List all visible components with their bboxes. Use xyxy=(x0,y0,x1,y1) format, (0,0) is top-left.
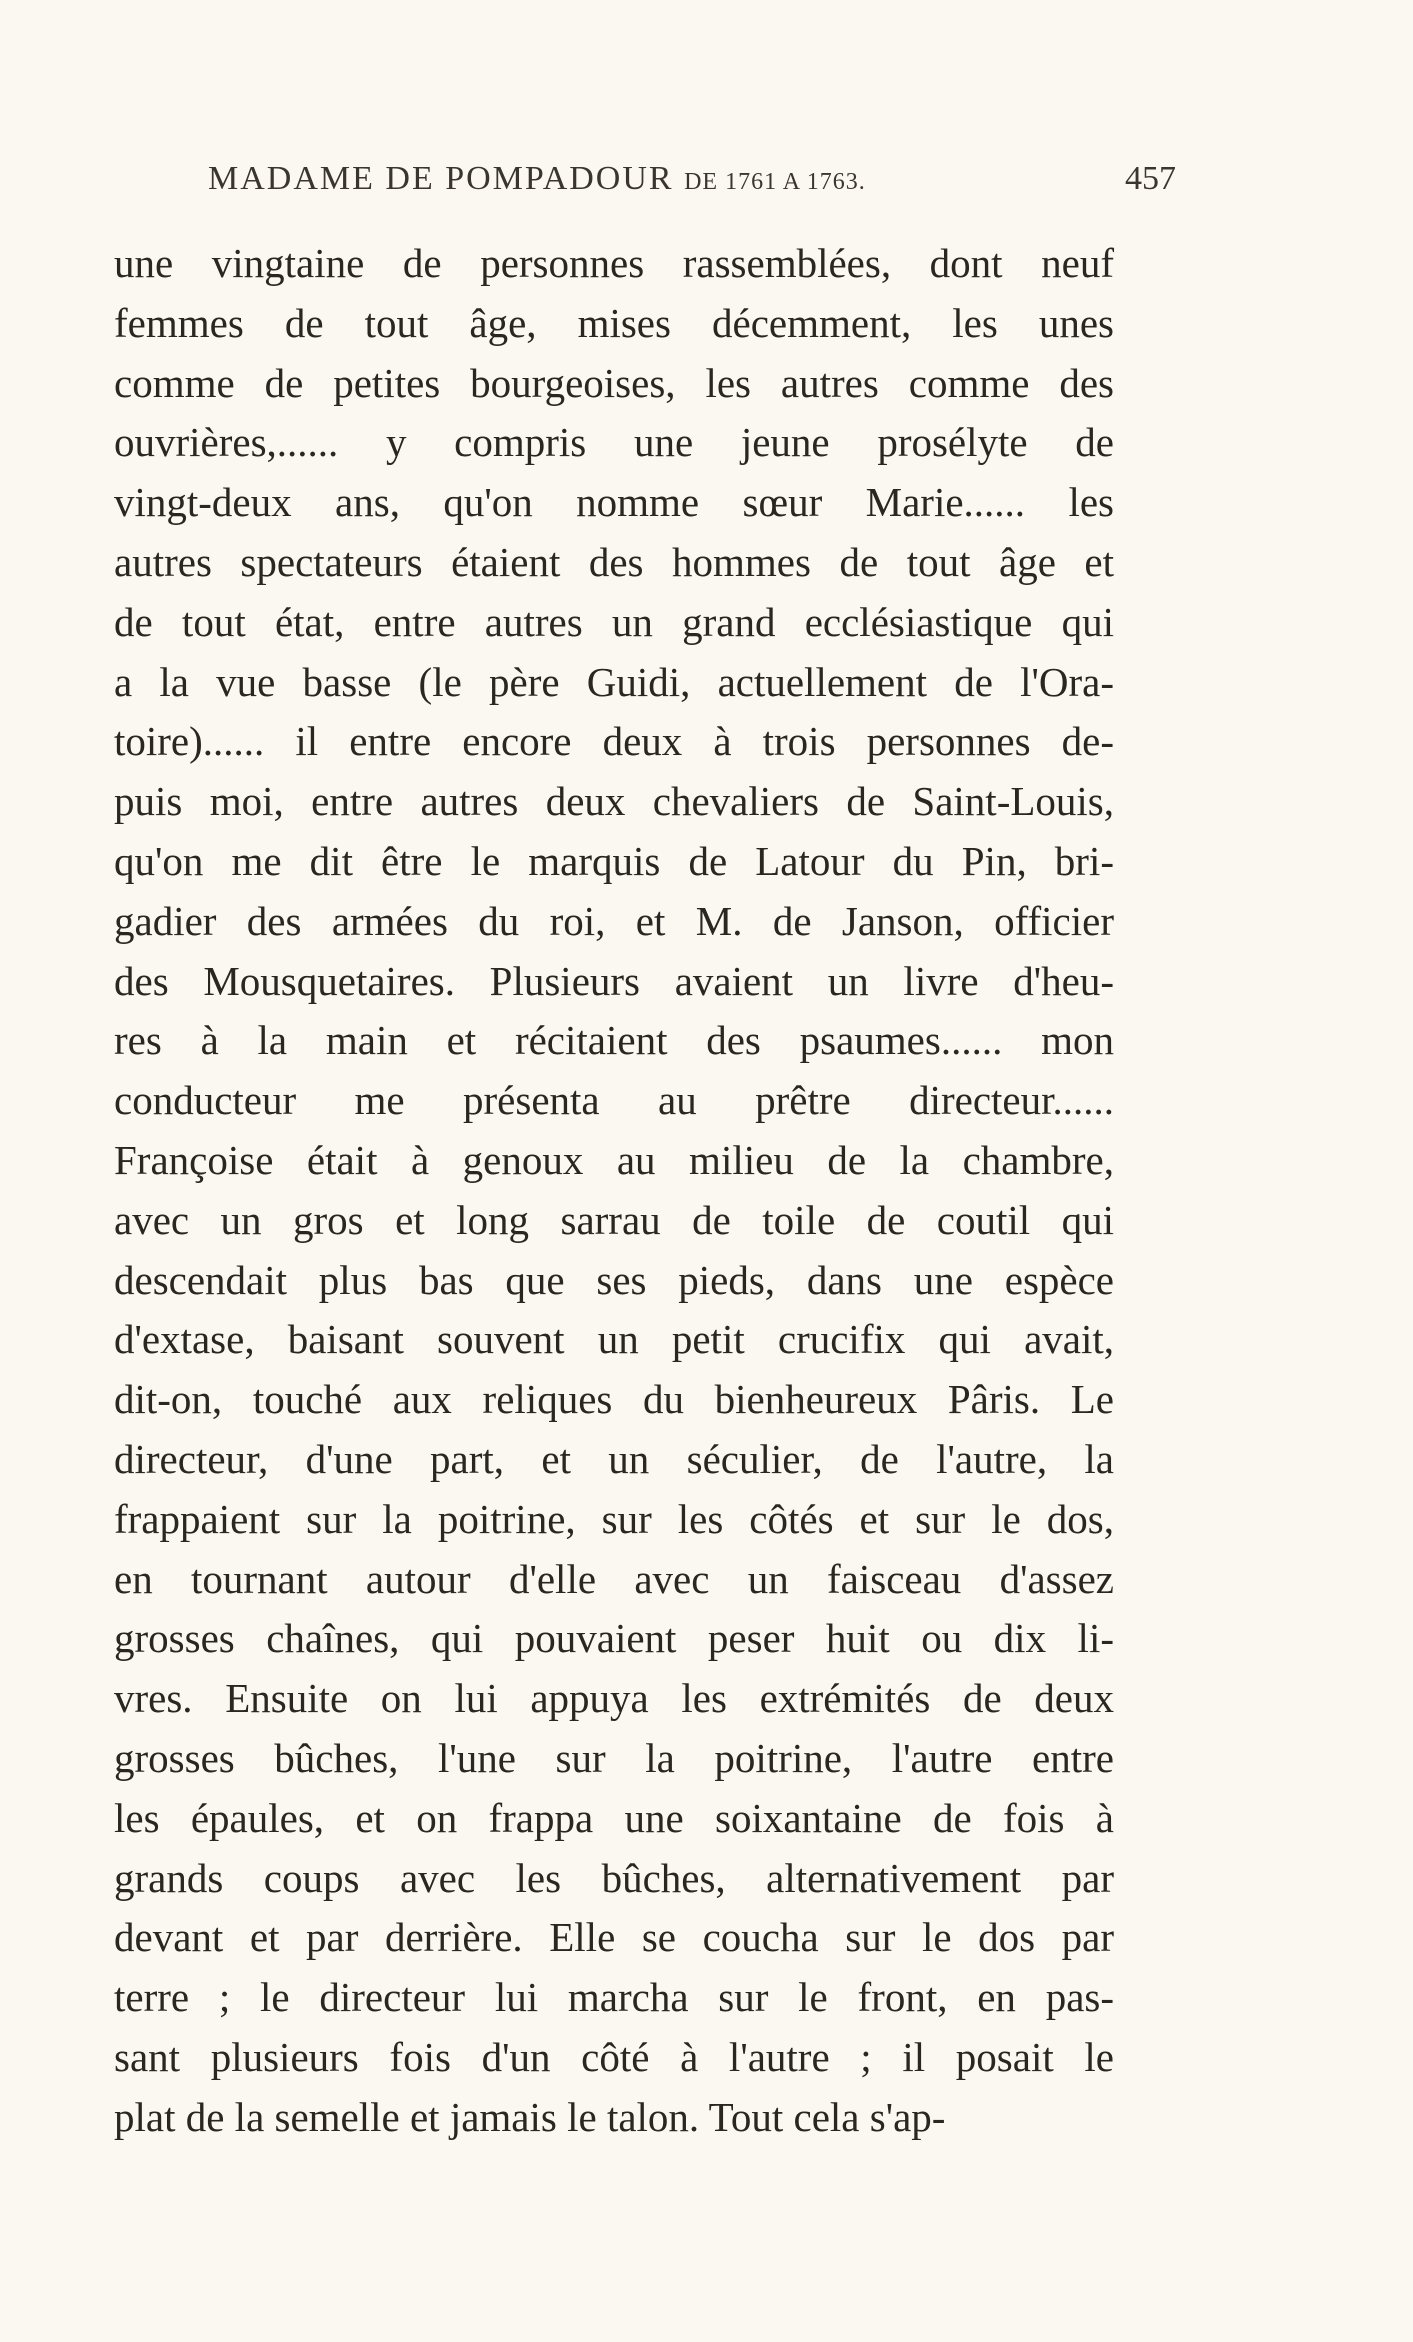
text-line: sant plusieurs fois d'un côté à l'autre ; il posait le xyxy=(114,2033,1114,2080)
running-title xyxy=(208,160,866,198)
text-line: d'extase, baisant souvent un petit crucifix qui avait, xyxy=(114,1316,1114,1363)
text-line: grosses chaînes, qui pouvaient peser huit ou dix li- xyxy=(114,1615,1114,1662)
text-line: Françoise était à genoux au milieu de la chambre, xyxy=(114,1136,1114,1183)
text-line: avec un gros et long sarrau de toile de coutil qui xyxy=(114,1196,1114,1243)
text-line: vres. Ensuite on lui appuya les extrémités de deux xyxy=(114,1675,1114,1722)
text-line: terre ; le directeur lui marcha sur le front, en pas- xyxy=(114,1974,1114,2021)
text-line: grands coups avec les bûches, alternativement par xyxy=(114,1854,1114,1901)
page-number: 457 xyxy=(1125,160,1176,197)
running-title-dates: DE 1761 A 1763. xyxy=(684,169,866,195)
text-line: plat de la semelle et jamais le talon. Tout cela s'ap- xyxy=(114,2093,946,2140)
text-line: de tout état, entre autres un grand ecclésiastique qui xyxy=(114,598,1114,645)
text-line: devant et par derrière. Elle se coucha sur le dos par xyxy=(114,1914,1114,1961)
text-line: femmes de tout âge, mises décemment, les unes xyxy=(114,299,1114,346)
running-head xyxy=(208,160,1176,208)
text-line: vingt-deux ans, qu'on nomme sœur Marie...... les xyxy=(114,479,1114,526)
text-line: conducteur me présenta au prêtre directeur...... xyxy=(114,1077,1114,1124)
text-line: ouvrières,...... y compris une jeune prosélyte de xyxy=(114,419,1114,466)
text-line: gadier des armées du roi, et M. de Janson, officier xyxy=(114,897,1114,944)
text-line: des Mousquetaires. Plusieurs avaient un livre d'heu- xyxy=(114,957,1114,1004)
text-line: les épaules, et on frappa une soixantaine de fois à xyxy=(114,1794,1114,1841)
text-line: qu'on me dit être le marquis de Latour du Pin, bri- xyxy=(114,837,1114,884)
text-line: en tournant autour d'elle avec un faisceau d'assez xyxy=(114,1555,1114,1602)
text-line: puis moi, entre autres deux chevaliers de Saint-Louis, xyxy=(114,778,1114,825)
text-line: une vingtaine de personnes rassemblées, dont neuf xyxy=(114,240,1114,286)
text-line: descendait plus bas que ses pieds, dans une espèce xyxy=(114,1256,1114,1303)
text-line: a la vue basse (le père Guidi, actuellement de l'Ora- xyxy=(114,658,1114,705)
text-line: directeur, d'une part, et un séculier, de l'autre, la xyxy=(114,1435,1114,1482)
text-line: comme de petites bourgeoises, les autres comme des xyxy=(114,359,1114,406)
running-title-main: MADAME DE POMPADOUR xyxy=(208,160,674,197)
text-line: grosses bûches, l'une sur la poitrine, l'autre entre xyxy=(114,1734,1114,1781)
text-line: autres spectateurs étaient des hommes de tout âge et xyxy=(114,538,1114,585)
text-line: res à la main et récitaient des psaumes...... mon xyxy=(114,1017,1114,1064)
text-line: dit-on, touché aux reliques du bienheureux Pâris. Le xyxy=(114,1376,1114,1423)
body-text xyxy=(114,234,1114,2148)
text-line: toire)...... il entre encore deux à trois personnes de- xyxy=(114,718,1114,765)
text-line: frappaient sur la poitrine, sur les côtés et sur le dos, xyxy=(114,1495,1114,1542)
